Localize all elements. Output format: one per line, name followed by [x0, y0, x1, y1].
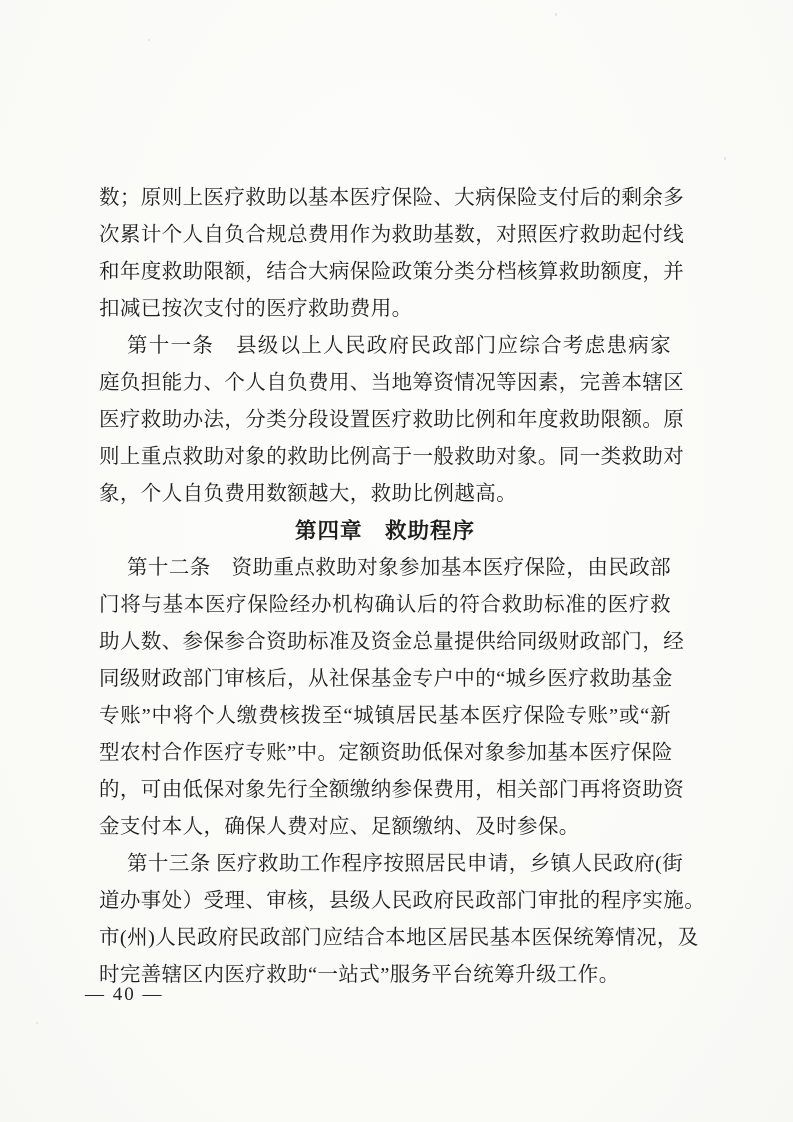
text-line: 同级财政部门审核后，从社保基金专户中的“城乡医疗救助基金 [99, 668, 673, 690]
text-line: 的，可由低保对象先行全额缴纳参保费用，相关部门再将资助资 [99, 779, 685, 801]
text-line: 第十三条 医疗救助工作程序按照居民申请，乡镇人民政府(街 [127, 853, 684, 875]
text-line: 象，个人自负费用数额越大，救助比例越高。 [99, 483, 517, 505]
text-line: 第十一条 县级以上人民政府民政部门应综合考虑患病家 [127, 335, 671, 357]
text-line: 数；原则上医疗救助以基本医疗保险、大病保险支付后的剩余多 [99, 187, 685, 209]
chapter-heading: 第四章 救助程序 [294, 519, 475, 543]
text-line: 医疗救助办法，分类分段设置医疗救助比例和年度救助限额。原 [99, 409, 685, 431]
text-line: 和年度救助限额，结合大病保险政策分类分档核算救助额度，并 [99, 261, 685, 283]
scan-speck [724, 157, 726, 160]
text-line: 庭负担能力、个人自负费用、当地筹资情况等因素，完善本辖区 [99, 372, 685, 394]
text-line: 则上重点救助对象的救助比例高于一般救助对象。同一类救助对 [99, 446, 685, 468]
scan-speck [36, 1022, 38, 1024]
text-line: 扣减已按次支付的医疗救助费用。 [99, 298, 413, 320]
page-number: — 40 — [85, 984, 164, 1005]
text-line: 专账”中将个人缴费核拨至“城镇居民基本医疗保险专账”或“新 [99, 705, 671, 727]
scan-speck [555, 13, 557, 16]
text-line: 道办事处）受理、审核，县级人民政府民政部门审批的程序实施。 [99, 890, 706, 912]
text-line: 门将与基本医疗保险经办机构确认后的符合救助标准的医疗救 [99, 594, 671, 616]
text-line: 金支付本人，确保人费对应、足额缴纳、及时参保。 [99, 816, 580, 838]
text-line: 市(州)人民政府民政部门应结合本地区居民基本医保统筹情况，及 [99, 927, 699, 949]
text-line: 第十二条 资助重点救助对象参加基本医疗保险，由民政部 [127, 557, 671, 579]
document-body [99, 180, 706, 994]
scan-speck [148, 39, 150, 41]
text-line: 次累计个人自负合规总费用作为救助基数，对照医疗救助起付线 [99, 224, 685, 246]
text-line: 助人数、参保参合资助标准及资金总量提供给同级财政部门，经 [99, 631, 685, 653]
text-line: 时完善辖区内医疗救助“一站式”服务平台统筹升级工作。 [99, 964, 620, 986]
text-line: 型农村合作医疗专账”中。定额资助低保对象参加基本医疗保险 [99, 742, 673, 764]
